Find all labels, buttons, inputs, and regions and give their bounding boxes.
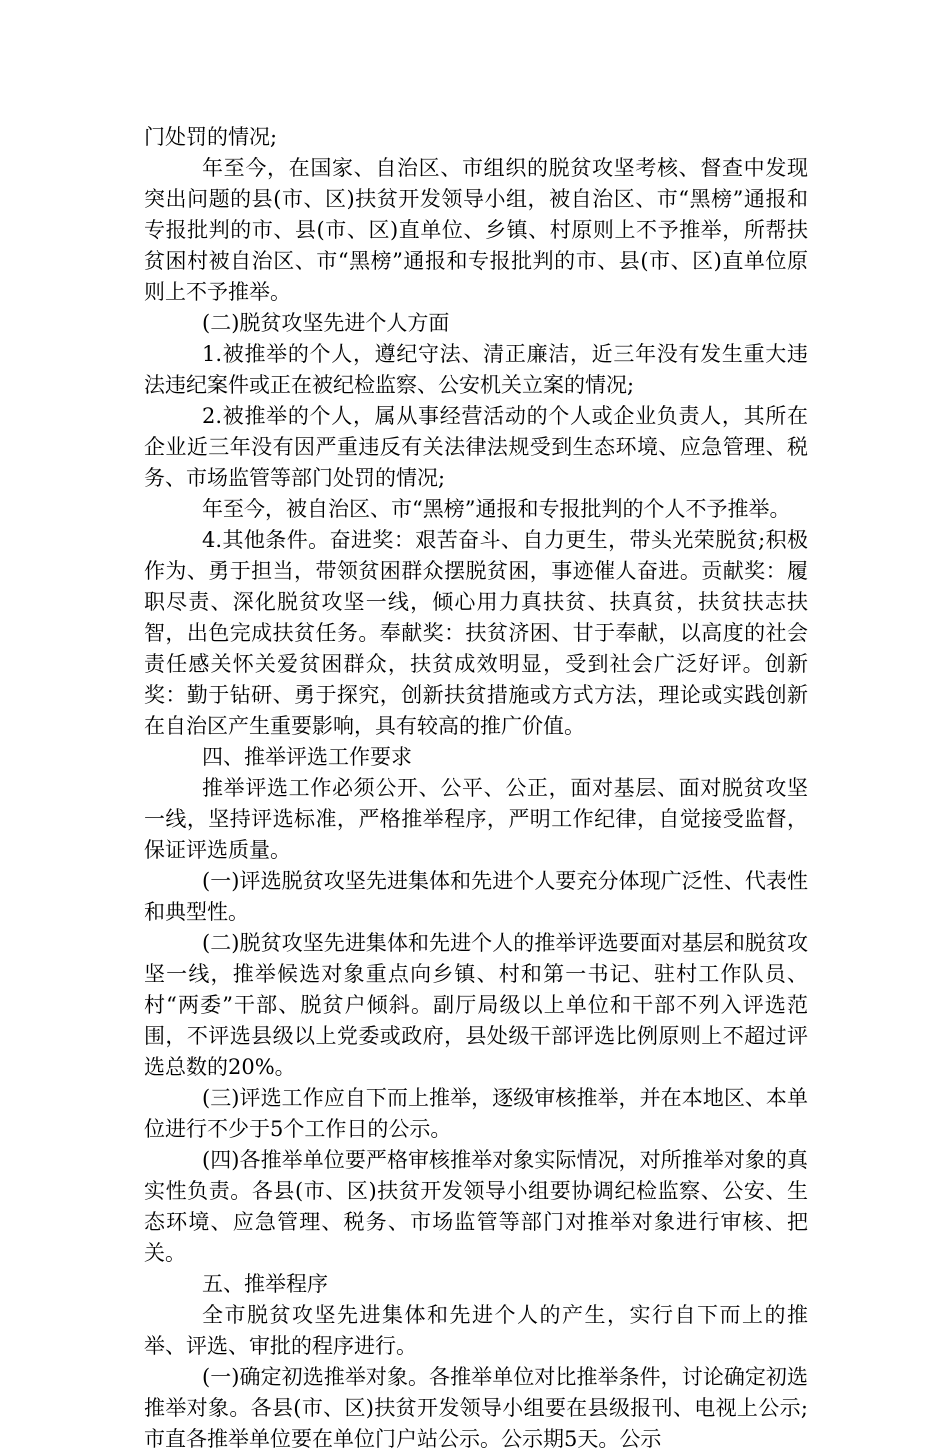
paragraph-1: 门处罚的情况; <box>144 125 278 149</box>
paragraph-requirement-4: (四)各推举单位要严格审核推举对象实际情况，对所推举对象的真实性负责。各县(市、区)扶贫开发领导小组要协调纪检监察、公安、生态环境、应急管理、税务、市场监管等部门对推举对象进行审核、把关。 <box>144 1148 808 1265</box>
paragraph-criterion-3: 年至今，被自治区、市“黑榜”通报和专报批判的个人不予推举。 <box>202 497 791 521</box>
section-heading-requirements: 四、推举评选工作要求 <box>202 745 412 769</box>
paragraph-procedure-1: (一)确定初选推举对象。各推举单位对比推举条件，讨论确定初选推举对象。各县(市、区)扶贫开发领导小组要在县级报刊、电视上公示;市直各推举单位要在单位门户站公示。公示期5天。公示 <box>144 1365 808 1451</box>
paragraph-criterion-2: 2.被推举的个人，属从事经营活动的个人或企业负责人，其所在企业近三年没有因严重违反有关法律法规受到生态环境、应急管理、税务、市场监管等部门处罚的情况; <box>144 404 808 490</box>
section-heading-procedure: 五、推举程序 <box>202 1272 328 1296</box>
document-page <box>144 122 808 1455</box>
paragraph-requirement-3: (三)评选工作应自下而上推举，逐级审核推举，并在本地区、本单位进行不少于5个工作日的公示。 <box>144 1086 808 1141</box>
paragraph-procedure-intro: 全市脱贫攻坚先进集体和先进个人的产生，实行自下而上的推举、评选、审批的程序进行。 <box>144 1303 808 1358</box>
paragraph-requirements-intro: 推举评选工作必须公开、公平、公正，面对基层、面对脱贫攻坚一线，坚持评选标准，严格推举程序，严明工作纪律，自觉接受监督，保证评选质量。 <box>144 776 808 862</box>
paragraph-criterion-4: 4.其他条件。奋进奖：艰苦奋斗、自力更生，带头光荣脱贫;积极作为、勇于担当，带领贫困群众摆脱贫困，事迹催人奋进。贡献奖：履职尽责、深化脱贫攻坚一线，倾心用力真扶贫、扶真贫，扶贫扶志扶智，出色完成扶贫任务。奉献奖：扶贫济困、甘于奉献，以高度的社会责任感关怀关爱贫困群众，扶贫成效明显，受到社会广泛好评。创新奖：勤于钻研、勇于探究，创新扶贫措施或方式方法，理论或实践创新在自治区产生重要影响，具有较高的推广价值。 <box>144 528 808 738</box>
paragraph-2: 年至今，在国家、自治区、市组织的脱贫攻坚考核、督查中发现突出问题的县(市、区)扶贫开发领导小组，被自治区、市“黑榜”通报和专报批判的市、县(市、区)直单位、乡镇、村原则上不予推举，所帮扶贫困村被自治区、市“黑榜”通报和专报批判的市、县(市、区)直单位原则上不予推举。 <box>144 156 808 304</box>
paragraph-requirement-2: (二)脱贫攻坚先进集体和先进个人的推举评选要面对基层和脱贫攻坚一线，推举候选对象重点向乡镇、村和第一书记、驻村工作队员、村“两委”干部、脱贫户倾斜。副厅局级以上单位和干部不列入评选范围，不评选县级以上党委或政府，县处级干部评选比例原则上不超过评选总数的20%。 <box>144 931 808 1079</box>
paragraph-criterion-1: 1.被推举的个人，遵纪守法、清正廉洁，近三年没有发生重大违法违纪案件或正在被纪检监察、公安机关立案的情况; <box>144 342 808 397</box>
paragraph-requirement-1: (一)评选脱贫攻坚先进集体和先进个人要充分体现广泛性、代表性和典型性。 <box>144 869 808 924</box>
section-heading-individuals: (二)脱贫攻坚先进个人方面 <box>202 311 450 335</box>
